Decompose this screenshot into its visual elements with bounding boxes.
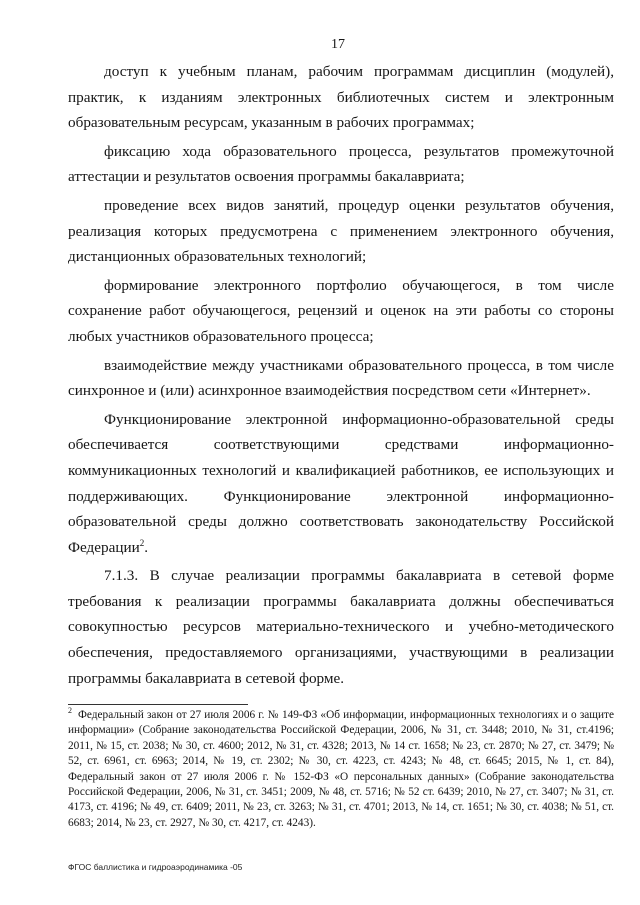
footer-document-mark: ФГОС баллистика и гидроаэродинамика -05 [68,862,243,872]
paragraph-functioning: Функционирование электронной информационно-образовательной среды обеспечивается соответствующими средствами информационно-коммуникационных технологий и квалификацией работников, ее использующих и поддерживающих. Функционирование электронной информационно-образовательной среды должно соответствовать законодательству Российской Федерации$^2$. [68,410,614,556]
paragraph-interaction: взаимодействие между участниками образовательного процесса, в том числе синхронное и (или) асинхронное взаимодействия посредством сети «Интернет». [68,356,614,400]
footnote-separator [68,704,248,705]
paragraph-portfolio: формирование электронного портфолио обучающегося, в том числе сохранение работ обучающегося, рецензий и оценок на эти работы со стороны любых участников образовательного процесса; [68,276,614,345]
footnote-marker: 2 [68,706,72,716]
paragraph-functioning-text: Функционирование электронной информационно-образовательной среды обеспечивается соответствующими средствами информационно-коммуникационных технологий и квалификацией работников, ее использующих и поддерживающих. Функционирование электронной информационно-образовательной среды должно соответствовать законодательству Российской Федерации [68,410,614,556]
paragraph-classes: проведение всех видов занятий, процедур оценки результатов обучения, реализация которых предусмотрена с применением электронного обучения, дистанционных образовательных технологий; [68,196,614,266]
footnote [68,708,614,831]
footnote-text: Федеральный закон от 27 июля 2006 г. № 149-ФЗ «Об информации, информационных технологиях и о защите информации» (Собрание законодательства Российской Федерации, 2006, № 31, ст. 3448; 2010, № 31, ст.4196; 2011, № 15, ст. 2038; № 30, ст. 4600; 2012, № 31, ст. 4328; 2013, № 14 ст. 1658; № 23, ст. 2870; № 27, ст. 3479; № 52, ст. 6961, ст. 6963; 2014, № 19, ст. 2302; № 30, ст. 4223, ст. 4243; № 48, ст. 6645; 2015, № 1, ст. 84), Федеральный закон от 27 июля 2006 г. № 152-ФЗ «О персональных данных» (Собрание законодательства Российской Федерации, 2006, № 31, ст. 3451; 2009, № 48, ст. 5716; № 52 ст. 6439; 2010, № 27, ст. 3407; № 31, ст. 4173, ст. 4196; № 49, ст. 6409; 2011, № 23, ст. 3263; № 31, ст. 4701; 2013, № 14, ст. 1651; № 30, ст. 4038; № 51, ст. 6683; 2014, № 23, ст. 2927, № 30, ст. 4217, ст. 4243). [68,709,614,829]
body-text [68,59,614,691]
paragraph-network-form: 7.1.3. В случае реализации программы бакалавриата в сетевой форме требования к реализации программы бакалавриата должны обеспечиваться совокупностью ресурсов материально-технического и учебно-методического обеспечения, предоставляемого организациями, участвующими в реализации программы бакалавриата в сетевой форме. [68,567,614,687]
paragraph-fixation: фиксацию хода образовательного процесса, результатов промежуточной аттестации и результатов освоения программы бакалавриата; [68,142,614,186]
page-number: 17 [331,37,345,52]
paragraph-access: доступ к учебным планам, рабочим программам дисциплин (модулей), практик, к изданиям электронных библиотечных систем и электронным образовательным ресурсам, указанным в рабочих программах; [68,63,614,132]
footnote-reference[interactable]: 2 [139,537,145,548]
